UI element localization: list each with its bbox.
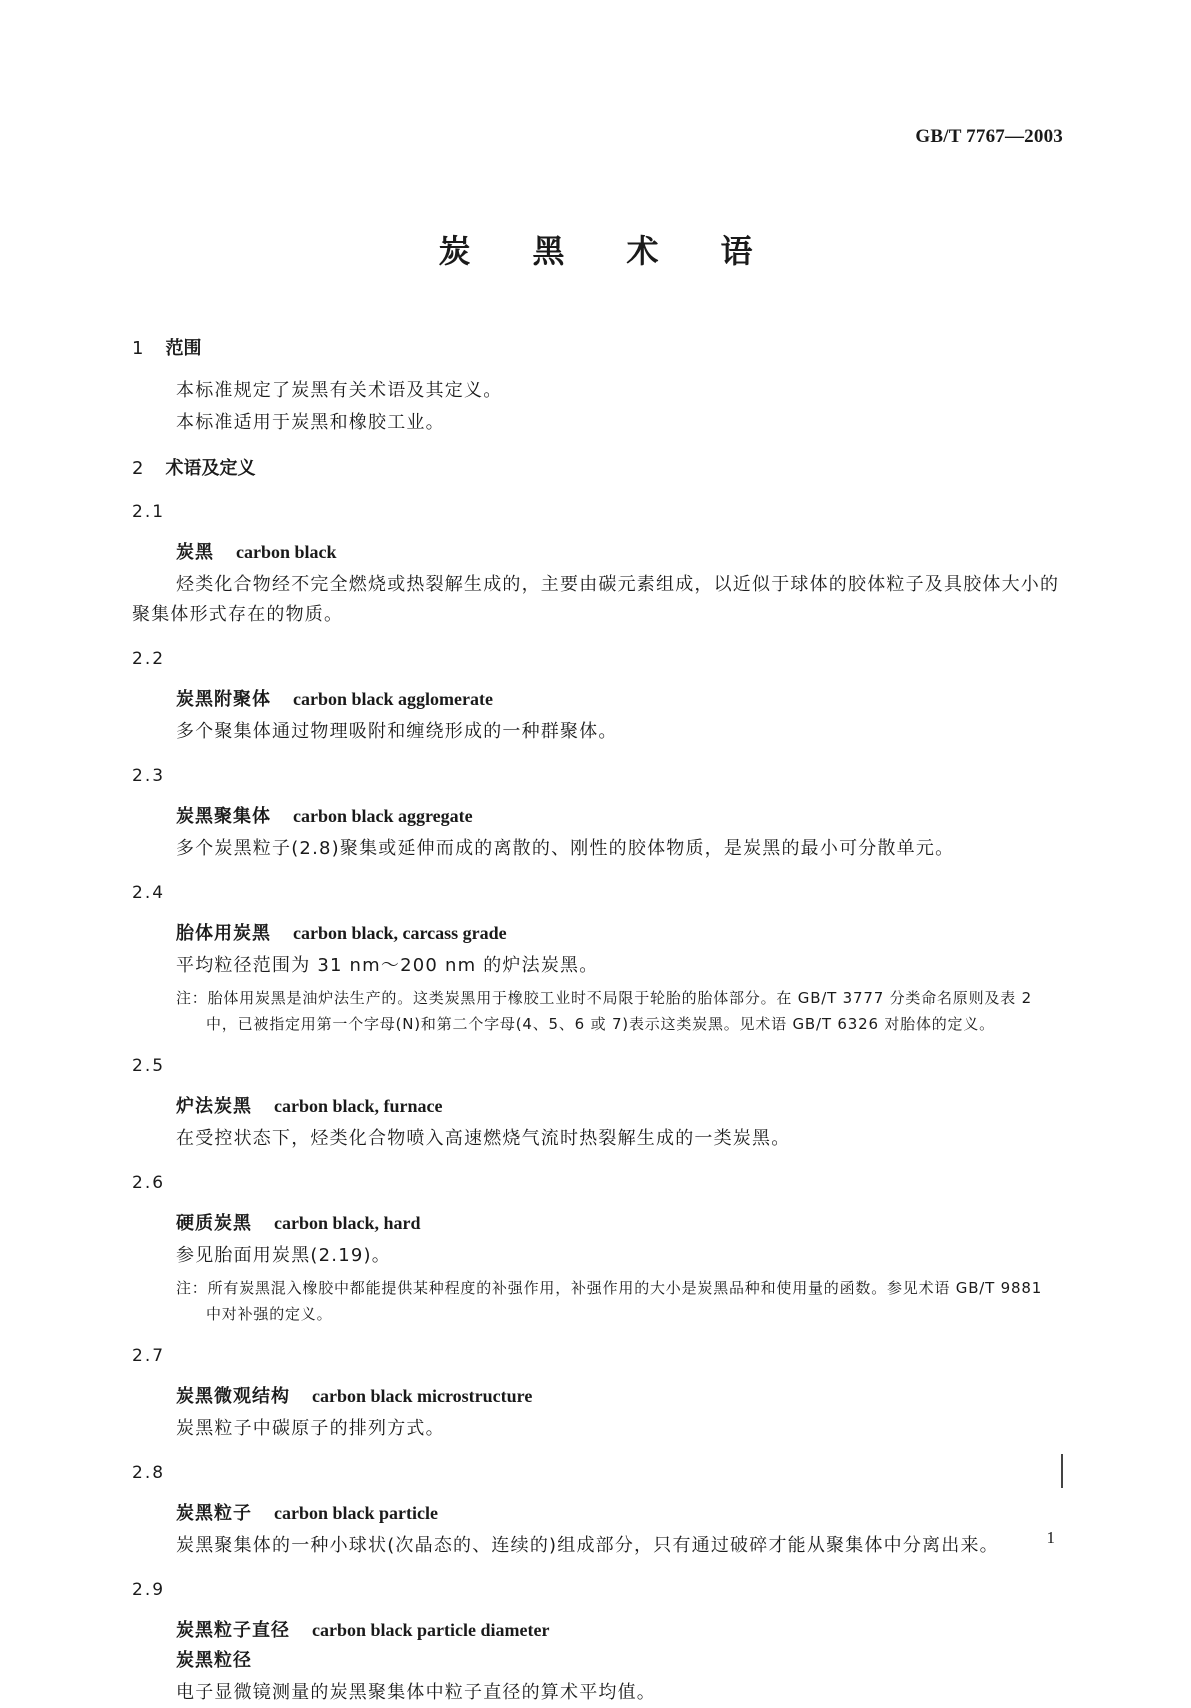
term-definition: 电子显微镜测量的炭黑聚集体中粒子直径的算术平均值。 [176, 1682, 656, 1703]
term-alternative: 炭黑粒径 [176, 1650, 252, 1671]
term-entry [132, 497, 1062, 630]
term-note: 注：所有炭黑混入橡胶中都能提供某种程度的补强作用，补强作用的大小是炭黑品种和使用量的函数。参见术语 GB/T 9881 中对补强的定义。 [176, 1279, 1043, 1323]
term-chinese: 炭黑聚集体 [176, 806, 271, 827]
section-2-heading [132, 455, 1062, 483]
term-chinese: 炭黑附聚体 [176, 689, 271, 710]
term-entry [132, 878, 1062, 1037]
term-english: carbon black, hard [274, 1213, 421, 1233]
section-2-number: 2 [132, 458, 144, 479]
scope-paragraph-2: 本标准适用于炭黑和橡胶工业。 [176, 412, 445, 433]
term-chinese: 炭黑粒子直径 [176, 1620, 290, 1641]
term-chinese: 胎体用炭黑 [176, 923, 271, 944]
term-english: carbon black, furnace [274, 1096, 443, 1116]
section-1-title: 范围 [165, 338, 202, 359]
term-chinese: 硬质炭黑 [176, 1213, 252, 1234]
term-note: 注：胎体用炭黑是油炉法生产的。这类炭黑用于橡胶工业时不局限于轮胎的胎体部分。在 GB/T 3777 分类命名原则及表 2 中，已被指定用第一个字母(N)和第二个字母(4、5、6 或 7)表示这类炭黑。见术语 GB/T 6326 对胎体的定义。 [176, 989, 1032, 1033]
term-english: carbon black agglomerate [293, 689, 493, 709]
term-definition: 炭黑粒子中碳原子的排列方式。 [176, 1418, 445, 1439]
standard-code: GB/T 7767—2003 [915, 126, 1063, 147]
term-definition: 多个炭黑粒子(2.8)聚集或延伸而成的离散的、刚性的胶体物质，是炭黑的最小可分散单元。 [176, 838, 955, 859]
term-chinese: 炭黑粒子 [176, 1503, 252, 1524]
document-body [132, 335, 1062, 1708]
page-number: 1 [1046, 1528, 1055, 1547]
term-entry [132, 761, 1062, 864]
section-1-body [176, 375, 1062, 439]
term-english: carbon black particle diameter [312, 1620, 550, 1640]
term-number: 2.6 [132, 1173, 166, 1193]
term-chinese: 炭黑微观结构 [176, 1386, 290, 1407]
term-number: 2.5 [132, 1056, 166, 1076]
scope-paragraph-1: 本标准规定了炭黑有关术语及其定义。 [176, 380, 503, 401]
term-entry [132, 644, 1062, 747]
margin-change-bar [1061, 1454, 1063, 1488]
section-1-number: 1 [132, 338, 144, 359]
term-number: 2.3 [132, 766, 166, 786]
term-definition: 多个聚集体通过物理吸附和缠绕形成的一种群聚体。 [176, 721, 618, 742]
term-definition: 参见胎面用炭黑(2.19)。 [176, 1245, 391, 1266]
term-number: 2.4 [132, 883, 166, 903]
term-definition: 在受控状态下，烃类化合物喷入高速燃烧气流时热裂解生成的一类炭黑。 [176, 1128, 791, 1149]
term-english: carbon black, carcass grade [293, 923, 507, 943]
term-definition: 炭黑聚集体的一种小球状(次晶态的、连续的)组成部分，只有通过破碎才能从聚集体中分离出来。 [176, 1535, 999, 1556]
term-number: 2.7 [132, 1346, 166, 1366]
term-entry [132, 1341, 1062, 1444]
term-definition: 平均粒径范围为 31 nm～200 nm 的炉法炭黑。 [176, 955, 599, 976]
term-entry [132, 1458, 1062, 1561]
term-entry [132, 1168, 1062, 1327]
term-number: 2.8 [132, 1463, 166, 1483]
term-number: 2.1 [132, 502, 166, 522]
term-english: carbon black particle [274, 1503, 438, 1523]
section-2-title: 术语及定义 [165, 458, 256, 479]
term-english: carbon black aggregate [293, 806, 473, 826]
term-english: carbon black [236, 542, 337, 562]
document-title: 炭黑术语 [438, 232, 815, 270]
term-chinese: 炭黑 [176, 542, 214, 563]
term-english: carbon black microstructure [312, 1386, 533, 1406]
term-entry [132, 1051, 1062, 1154]
term-number: 2.2 [132, 649, 166, 669]
term-definition: 烃类化合物经不完全燃烧或热裂解生成的，主要由碳元素组成，以近似于球体的胶体粒子及具胶体大小的聚集体形式存在的物质。 [132, 574, 1060, 625]
term-entry [132, 1575, 1062, 1708]
term-number: 2.9 [132, 1580, 166, 1600]
section-1-heading [132, 335, 1062, 363]
term-chinese: 炉法炭黑 [176, 1096, 252, 1117]
